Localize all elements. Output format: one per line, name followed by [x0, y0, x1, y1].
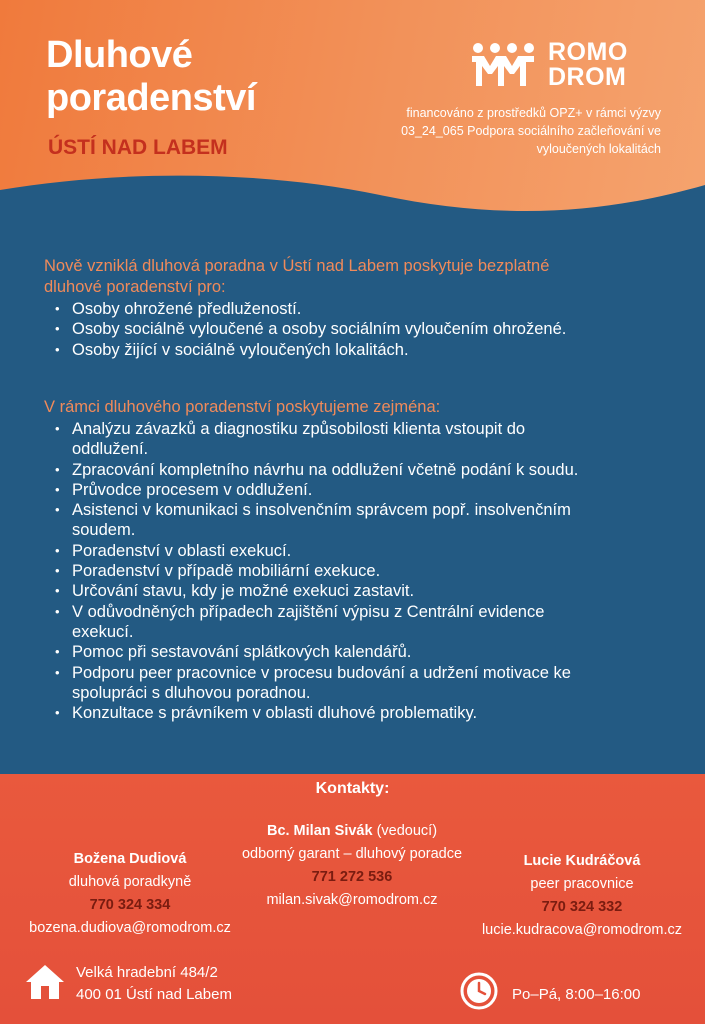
office-address: Velká hradební 484/2 400 01 Ústí nad Labem: [76, 964, 232, 1003]
list-item: • Poradenství v případě mobiliární exekuce.: [72, 561, 664, 581]
list-item: • Osoby sociálně vyloučené a osoby sociálním vyloučením ohrožené.: [72, 319, 664, 339]
list-item: • Osoby žijící v sociálně vyloučených lokalitách.: [72, 340, 664, 360]
contact-name-suffix: (vedoucí): [372, 823, 438, 839]
target-groups-list: [44, 299, 664, 360]
opening-hours: Po–Pá, 8:00–16:00: [512, 986, 641, 1003]
contact-email[interactable]: bozena.dudiova@romodrom.cz: [29, 920, 231, 936]
list-item: • V odůvodněných případech zajištění výpisu z Centrální evidence exekucí.: [72, 602, 664, 643]
list-item: • Průvodce procesem v oddlužení.: [72, 480, 664, 500]
contact-role: odborný garant – dluhový poradce: [241, 846, 463, 862]
list-item: • Asistenci v komunikaci s insolvenčním správcem popř. insolvenčním soudem.: [72, 500, 664, 541]
contact-name: Božena Dudiová: [73, 851, 187, 867]
contact-name: Bc. Milan Sivák: [266, 823, 373, 839]
funding-note: financováno z prostředků OPZ+ v rámci výzvy 03_24_065 Podpora sociálního začleňování ve vyloučených lokalitách: [401, 106, 661, 156]
contacts-heading: Kontakty:: [315, 780, 390, 797]
contact-role: dluhová poradkyně: [68, 874, 192, 890]
list-item: • Zpracování kompletního návrhu na oddlužení včetně podání k soudu.: [72, 460, 664, 480]
clock-icon: [460, 972, 498, 1010]
contact-name-row: [212, 820, 492, 843]
contact-card-right: [462, 850, 702, 942]
list-item: • Určování stavu, kdy je možné exekuci zastavit.: [72, 581, 664, 601]
services-list: [44, 419, 664, 723]
list-item: • Podporu peer pracovnice v procesu budování a udržení motivace ke spolupráci s dluhovou poradnou.: [72, 663, 664, 704]
contact-email[interactable]: milan.sivak@romodrom.cz: [266, 892, 438, 908]
logo-wordmark: ROMO DROM: [548, 38, 628, 91]
contact-phone[interactable]: 771 272 536: [311, 869, 393, 885]
romodrom-logo: [470, 40, 670, 96]
contact-phone[interactable]: 770 324 334: [89, 897, 171, 913]
target-groups-section: [44, 256, 664, 360]
home-icon: [24, 962, 66, 1002]
contact-phone[interactable]: 770 324 332: [541, 899, 623, 915]
list-item: • Analýzu závazků a diagnostiku způsobilosti klienta vstoupit do oddlužení.: [72, 419, 664, 460]
list-item: • Osoby ohrožené předlužeností.: [72, 299, 664, 319]
contact-role: peer pracovnice: [530, 876, 634, 892]
contact-email[interactable]: lucie.kudracova@romodrom.cz: [481, 922, 683, 938]
people-group-icon: [470, 42, 536, 88]
city-subtitle: ÚSTÍ NAD LABEM: [48, 136, 228, 159]
section-heading: V rámci dluhového poradenství poskytujeme zejména:: [44, 398, 441, 416]
list-item: • Konzultace s právníkem v oblasti dluhové problematiky.: [72, 703, 664, 723]
contact-name: Lucie Kudráčová: [523, 853, 641, 869]
page-title: Dluhové poradenství: [46, 34, 256, 119]
section-heading: Nově vzniklá dluhová poradna v Ústí nad Labem poskytuje bezplatné dluhové poradenství pro:: [44, 257, 550, 296]
services-section: [44, 397, 664, 723]
list-item: • Pomoc při sestavování splátkových kalendářů.: [72, 642, 664, 662]
list-item: • Poradenství v oblasti exekucí.: [72, 541, 664, 561]
contact-card-middle: [212, 820, 492, 912]
